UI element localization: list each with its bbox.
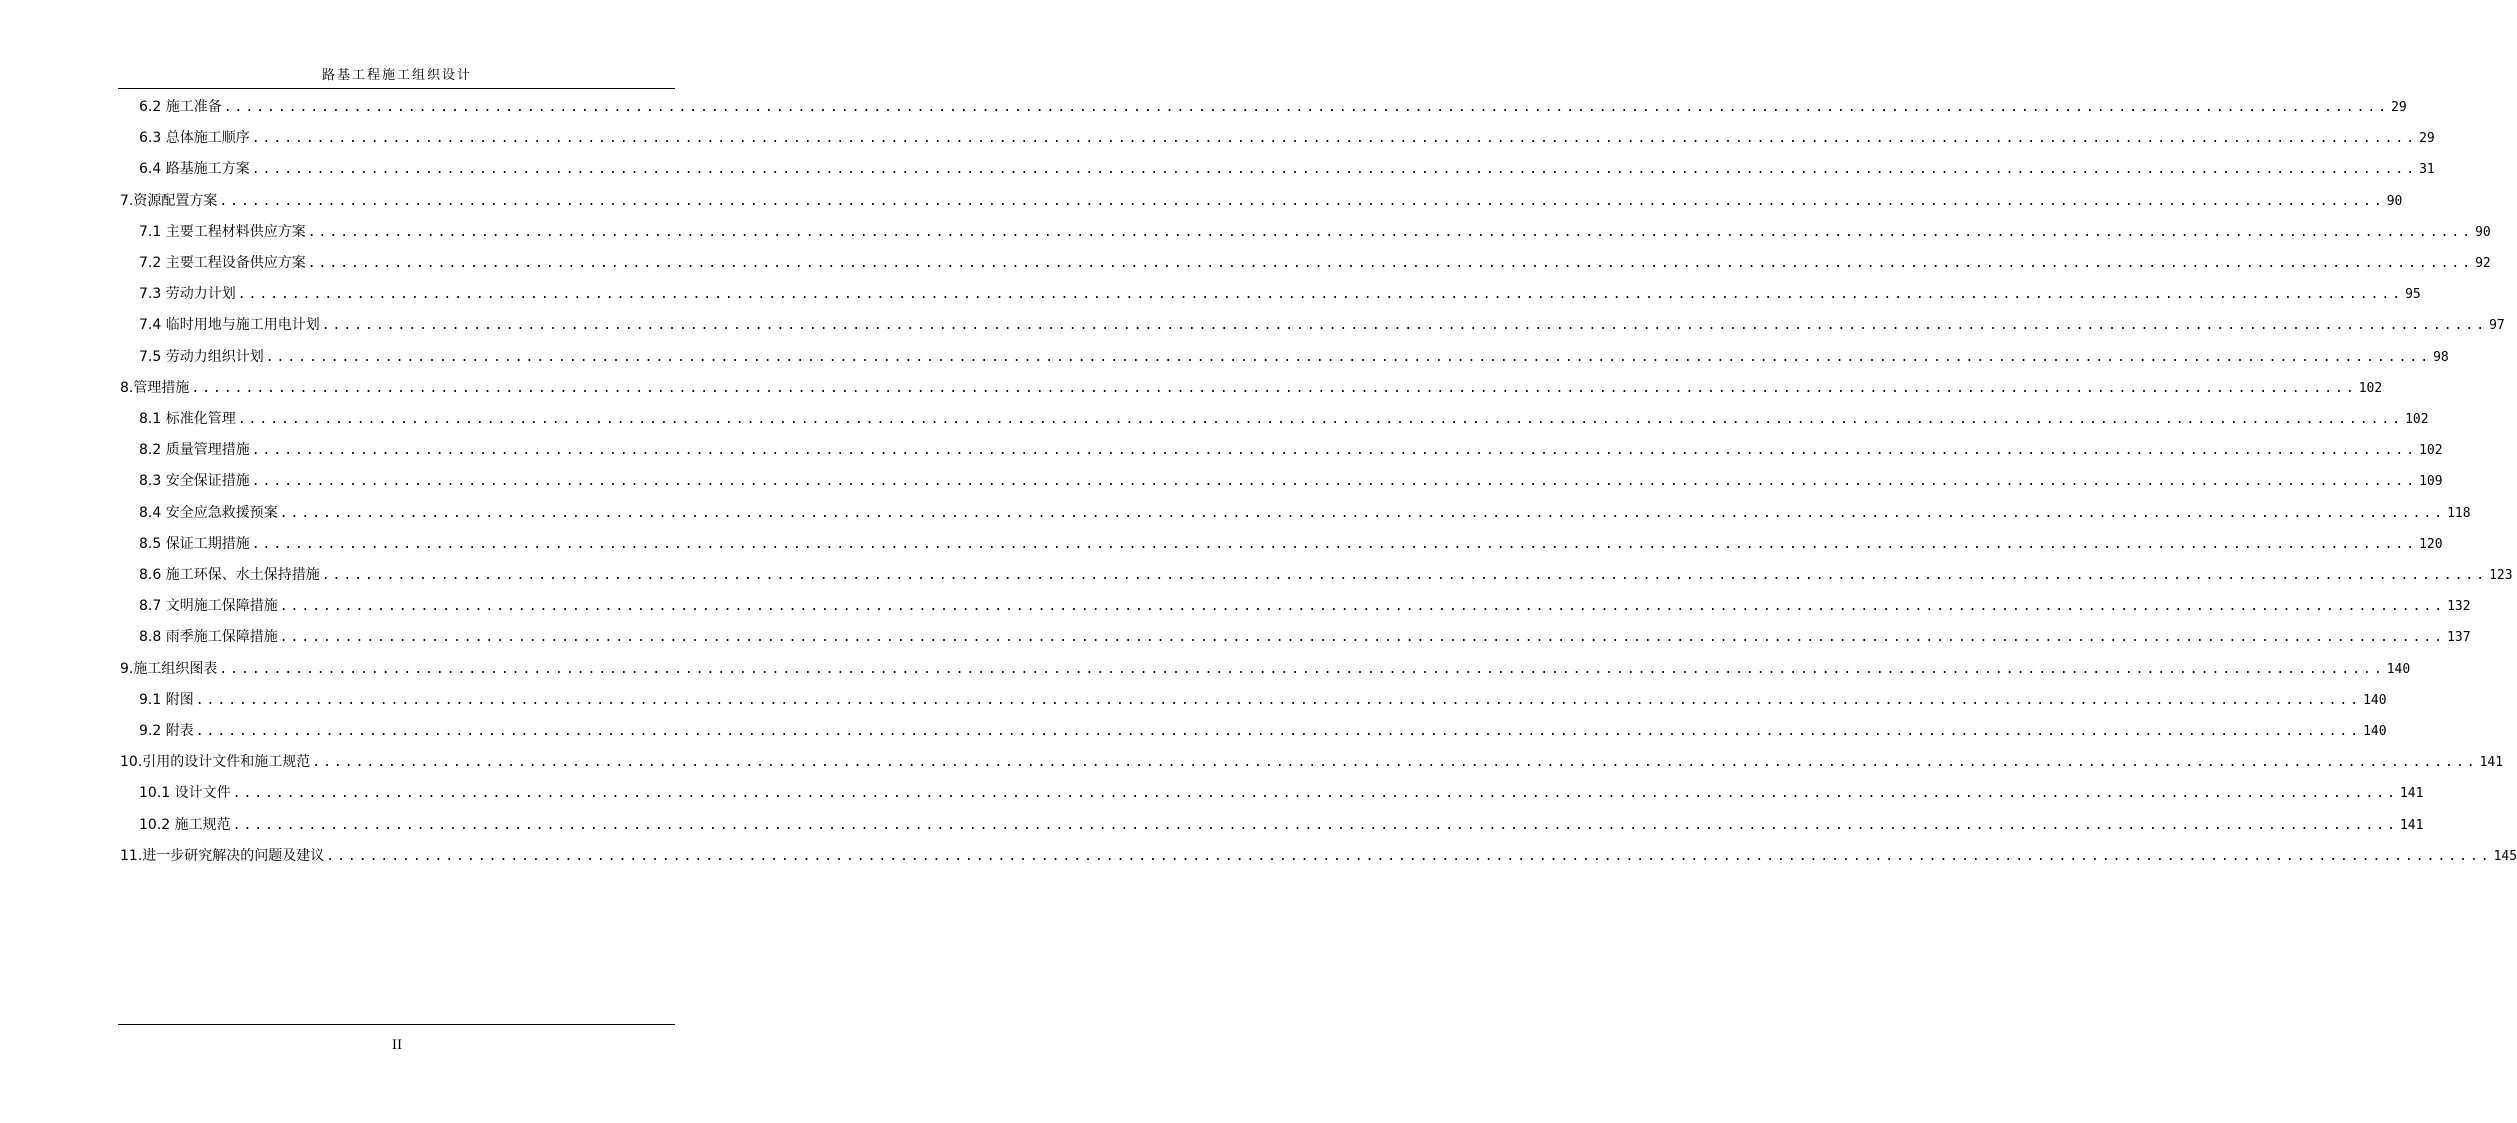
toc-entry[interactable] — [139, 125, 2435, 151]
toc-dot-leader: ........................................................................................................................................................................................................ — [312, 755, 2478, 771]
toc-dot-leader: ........................................................................................................................................................................................................ — [321, 318, 2488, 334]
toc-entry-label: 7.5 劳动力组织计划 — [139, 348, 264, 365]
toc-entry-page: 140 — [2363, 692, 2387, 708]
toc-entry-label: 8.5 保证工期措施 — [139, 535, 250, 552]
toc-dot-leader: ........................................................................................................................................................................................................ — [265, 349, 2432, 365]
toc-entry-label: 7.资源配置方案 — [120, 192, 218, 209]
footer-divider — [118, 1024, 675, 1025]
toc-entry[interactable] — [120, 656, 2411, 682]
toc-entry[interactable] — [120, 749, 2504, 775]
toc-dot-leader: ........................................................................................................................................................................................................ — [191, 380, 2357, 396]
toc-entry[interactable] — [139, 250, 2491, 276]
toc-entry-label: 7.1 主要工程材料供应方案 — [139, 223, 306, 240]
toc-entry[interactable] — [139, 94, 2407, 120]
toc-entry-label: 7.2 主要工程设备供应方案 — [139, 255, 306, 271]
toc-dot-leader: ........................................................................................................................................................................................................ — [279, 630, 2446, 646]
toc-entry-label: 9.2 附表 — [139, 723, 194, 739]
toc-dot-leader: ........................................................................................................................................................................................................ — [237, 287, 2404, 303]
toc-entry-label: 10.引用的设计文件和施工规范 — [120, 754, 311, 771]
toc-entry[interactable] — [139, 500, 2471, 526]
toc-entry-label: 6.4 路基施工方案 — [139, 161, 250, 178]
toc-dot-leader: ........................................................................................................................................................................................................ — [321, 568, 2488, 583]
toc-entry[interactable] — [139, 312, 2505, 338]
toc-entry[interactable] — [139, 624, 2471, 650]
toc-entry-label: 8.1 标准化管理 — [139, 411, 236, 427]
toc-entry-page: 29 — [2391, 100, 2407, 115]
toc-entry-label: 8.3 安全保证措施 — [139, 473, 250, 490]
toc-entry[interactable] — [139, 531, 2443, 557]
toc-entry[interactable] — [139, 718, 2387, 744]
toc-dot-leader: ........................................................................................................................................................................................................ — [326, 848, 2492, 864]
toc-entry-page: 141 — [2399, 786, 2424, 802]
toc-dot-leader: ........................................................................................................................................................................................................ — [195, 692, 2362, 708]
toc-dot-leader: ........................................................................................................................................................................................................ — [232, 817, 2398, 833]
toc-entry-page: 97 — [2489, 318, 2505, 334]
toc-entry[interactable] — [139, 812, 2424, 838]
toc-entry-page: 141 — [2399, 817, 2424, 833]
toc-entry-label: 8.管理措施 — [120, 379, 190, 396]
toc-entry-page: 95 — [2405, 287, 2421, 303]
toc-dot-leader: ........................................................................................................................................................................................................ — [307, 224, 2474, 240]
toc-entry-page: 31 — [2419, 162, 2435, 178]
toc-entry-label: 7.4 临时用地与施工用电计划 — [139, 317, 320, 334]
toc-entry-page: 123 — [2489, 568, 2513, 583]
toc-entry[interactable] — [139, 156, 2435, 182]
toc-entry[interactable] — [139, 562, 2513, 588]
toc-dot-leader: ........................................................................................................................................................................................................ — [251, 131, 2418, 147]
toc-entry-page: 145 — [2493, 848, 2517, 864]
toc-entry-page: 102 — [2405, 412, 2429, 427]
toc-entry-label: 10.2 施工规范 — [139, 816, 231, 833]
toc-entry-page: 98 — [2433, 349, 2449, 365]
toc-dot-leader: ........................................................................................................................................................................................................ — [279, 505, 2446, 521]
toc-entry-label: 8.6 施工环保、水土保持措施 — [139, 567, 320, 583]
toc-dot-leader: ........................................................................................................................................................................................................ — [251, 162, 2418, 178]
toc-dot-leader: ........................................................................................................................................................................................................ — [307, 256, 2474, 271]
toc-entry-page: 132 — [2447, 599, 2471, 615]
toc-entry[interactable] — [139, 281, 2421, 307]
toc-entry-page: 141 — [2479, 755, 2504, 771]
toc-dot-leader: ........................................................................................................................................................................................................ — [219, 661, 2385, 677]
toc-entry-label: 10.1 设计文件 — [139, 785, 231, 802]
toc-entry-page: 109 — [2419, 474, 2443, 490]
toc-entry-label: 11.进一步研究解决的问题及建议 — [120, 847, 325, 864]
toc-entry[interactable] — [120, 843, 2517, 869]
toc-entry[interactable] — [139, 406, 2429, 432]
toc-entry-page: 102 — [2419, 443, 2443, 459]
toc-entry-page: 90 — [2386, 193, 2403, 209]
footer-page-number: II — [391, 1038, 403, 1053]
toc-entry-page: 137 — [2447, 630, 2471, 646]
toc-dot-leader: ........................................................................................................................................................................................................ — [219, 193, 2385, 209]
toc-dot-leader: ........................................................................................................................................................................................................ — [251, 536, 2418, 552]
toc-entry[interactable] — [139, 687, 2387, 713]
toc-entry[interactable] — [139, 344, 2449, 370]
toc-entry-label: 9.1 附图 — [139, 691, 194, 708]
toc-entry-page: 90 — [2475, 224, 2491, 240]
toc-entry[interactable] — [120, 188, 2403, 214]
toc-entry[interactable] — [139, 437, 2443, 463]
page-header-title: 路基工程施工组织设计 — [321, 68, 472, 83]
toc-dot-leader: ........................................................................................................................................................................................................ — [251, 474, 2418, 490]
toc-entry[interactable] — [139, 593, 2471, 619]
toc-entry-label: 6.3 总体施工顺序 — [139, 130, 250, 147]
toc-entry[interactable] — [139, 219, 2491, 245]
toc-dot-leader: ........................................................................................................................................................................................................ — [195, 724, 2362, 739]
toc-dot-leader: ........................................................................................................................................................................................................ — [223, 100, 2390, 115]
toc-entry-page: 102 — [2358, 380, 2383, 396]
toc-entry-label: 6.2 施工准备 — [139, 99, 222, 115]
toc-dot-leader: ........................................................................................................................................................................................................ — [251, 443, 2418, 459]
toc-entry-label: 8.4 安全应急救援预案 — [139, 504, 278, 521]
toc-entry-label: 7.3 劳动力计划 — [139, 286, 236, 303]
toc-entry-page: 140 — [2363, 724, 2387, 739]
toc-dot-leader: ........................................................................................................................................................................................................ — [279, 599, 2446, 615]
toc-entry-page: 92 — [2475, 256, 2491, 271]
toc-entry-label: 8.7 文明施工保障措施 — [139, 598, 278, 615]
toc-entry[interactable] — [139, 468, 2443, 494]
toc-entry-label: 9.施工组织图表 — [120, 660, 218, 677]
toc-entry-page: 118 — [2447, 505, 2471, 521]
toc-entry-page: 120 — [2419, 536, 2443, 552]
toc-entry-page: 140 — [2386, 661, 2411, 677]
toc-entry[interactable] — [139, 780, 2424, 806]
toc-entry-label: 8.2 质量管理措施 — [139, 442, 250, 459]
toc-dot-leader: ........................................................................................................................................................................................................ — [232, 786, 2398, 802]
toc-dot-leader: ........................................................................................................................................................................................................ — [237, 412, 2404, 427]
toc-entry[interactable] — [120, 375, 2383, 401]
toc-entry-label: 8.8 雨季施工保障措施 — [139, 629, 278, 646]
header-divider — [118, 88, 675, 89]
toc-entry-page: 29 — [2419, 131, 2435, 147]
